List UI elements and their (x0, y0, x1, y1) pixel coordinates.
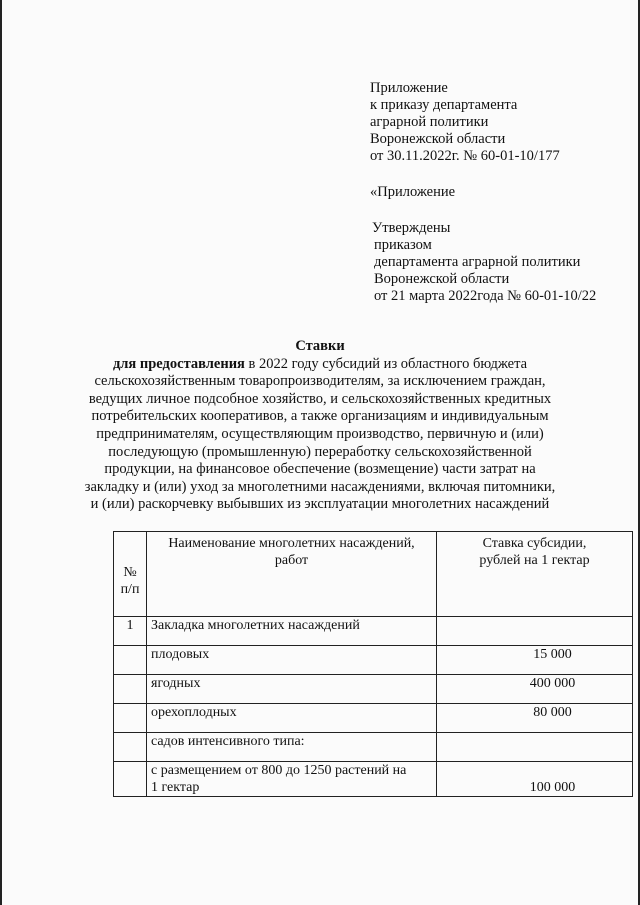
table-row (114, 733, 633, 762)
row-name: орехоплодных (147, 704, 437, 733)
row-rate: 80 000 (437, 704, 633, 733)
row-num: 1 (114, 617, 147, 646)
appendix-line: аграрной политики (370, 114, 489, 130)
title-heading: Ставки (295, 338, 345, 354)
row-name: плодовых (147, 646, 437, 675)
table-row (114, 704, 633, 733)
row-num (114, 733, 147, 762)
row-num (114, 675, 147, 704)
row-name: ягодных (147, 675, 437, 704)
title-line: продукции, на финансовое обеспечение (возмещение) части затрат на (104, 461, 536, 478)
row-num (114, 646, 147, 675)
title-line: ведущих личное подсобное хозяйство, и сельскохозяйственных кредитных (88, 390, 552, 407)
title-line: сельскохозяйственным товаропроизводителям, за исключением граждан, (94, 373, 546, 390)
header-name: Наименование многолетних насаждений, работ (147, 532, 437, 617)
approved-line: Утверждены (372, 220, 451, 236)
title-line: закладку и (или) уход за многолетними насаждениями, включая питомники, (84, 478, 556, 495)
table-row (114, 675, 633, 704)
title-bold-phrase: для предоставления (112, 355, 245, 372)
row-num (114, 762, 147, 797)
header-rate: Ставка субсидии, рублей на 1 гектар (437, 532, 633, 617)
row-num (114, 704, 147, 733)
approved-line: Воронежской области (374, 271, 510, 287)
rates-table (113, 531, 633, 797)
title-line (0, 356, 640, 374)
approved-line: от 21 марта 2022года № 60-01-10/22 (374, 288, 597, 304)
row-name: с размещением от 800 до 1250 растений на 1 гектар (147, 762, 437, 797)
row-name: Закладка многолетних насаждений (147, 617, 437, 646)
row-rate (437, 617, 633, 646)
title-line: предпринимателям, осуществляющим производство, первичную и (или) (96, 425, 544, 442)
header-num: № п/п (114, 532, 147, 617)
title-line: и (или) раскорчевку выбывших из эксплуатации многолетних насаждений (90, 496, 550, 513)
document-title (0, 338, 640, 514)
appendix-header (370, 80, 560, 165)
row-rate: 400 000 (437, 675, 633, 704)
row-rate: 15 000 (437, 646, 633, 675)
approved-line: департамента аграрной политики (374, 254, 581, 270)
table-row (114, 617, 633, 646)
approved-line: приказом (374, 237, 432, 253)
appendix-line: к приказу департамента (370, 97, 518, 113)
row-name: садов интенсивного типа: (147, 733, 437, 762)
table-row (114, 762, 633, 797)
appendix-line: Приложение (370, 80, 448, 96)
title-line: потребительских кооперативов, а также организациям и индивидуальным (91, 408, 549, 425)
appendix-line: от 30.11.2022г. № 60-01-10/177 (370, 148, 560, 164)
row-rate: 100 000 (437, 762, 633, 797)
table-row (114, 646, 633, 675)
inner-appendix-label: «Приложение (370, 184, 456, 200)
approved-block (372, 220, 596, 305)
title-line-rest: в 2022 году субсидий из областного бюджета (244, 355, 528, 372)
table-header-row (114, 532, 633, 617)
title-line: последующую (промышленную) переработку сельскохозяйственной (108, 443, 532, 460)
row-rate (437, 733, 633, 762)
appendix-line: Воронежской области (370, 131, 506, 147)
